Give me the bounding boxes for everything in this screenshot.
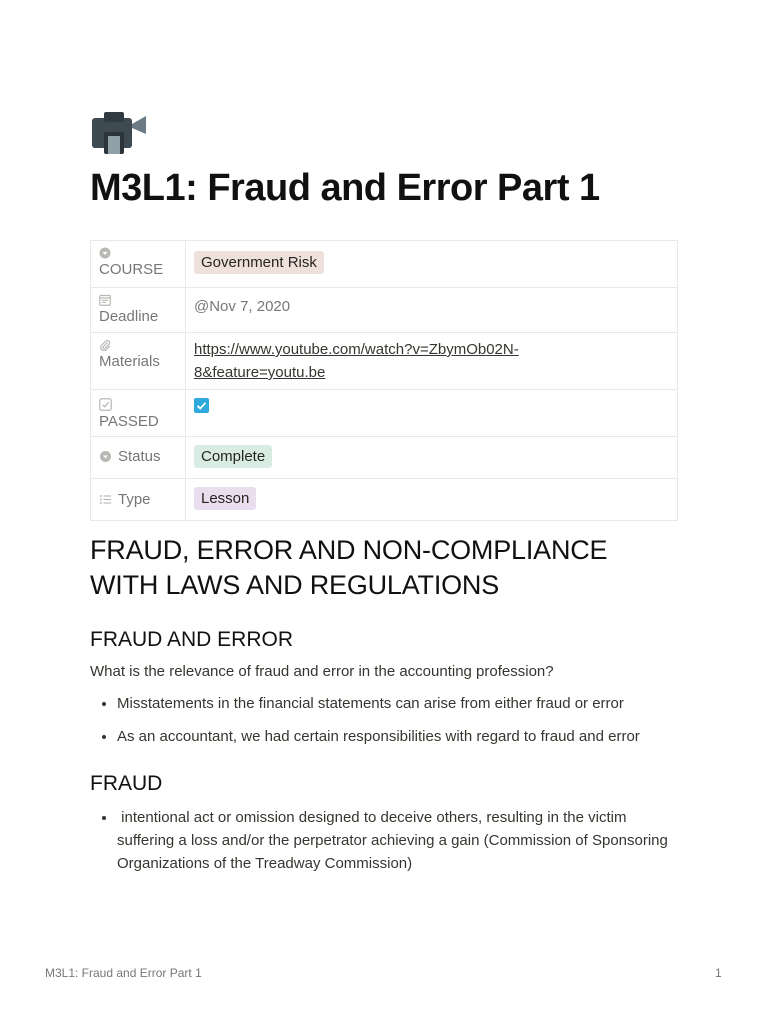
subheading-fraud-and-error: FRAUD AND ERROR bbox=[90, 628, 294, 651]
property-label: Type bbox=[118, 491, 151, 508]
section-heading: FRAUD, ERROR AND NON-COMPLIANCE WITH LAWS AND REGULATIONS bbox=[90, 535, 608, 600]
property-name-materials bbox=[91, 333, 186, 390]
footer-title: M3L1: Fraud and Error Part 1 bbox=[45, 966, 202, 980]
property-name-type bbox=[91, 479, 186, 521]
property-value-course[interactable] bbox=[186, 241, 678, 288]
paperclip-icon bbox=[99, 339, 111, 351]
bullet-list-fraud-and-error bbox=[90, 692, 690, 748]
property-name-status bbox=[91, 437, 186, 479]
subheading-fraud: FRAUD bbox=[90, 772, 163, 795]
footer-page-number: 1 bbox=[715, 966, 722, 980]
materials-link-line2: 8&feature=youtu.be bbox=[194, 364, 326, 381]
property-value-deadline[interactable] bbox=[186, 288, 678, 333]
property-name-course bbox=[91, 241, 186, 288]
status-tag[interactable]: Complete bbox=[194, 445, 272, 468]
circle-dropdown-icon bbox=[99, 247, 111, 259]
materials-link-line1: https://www.youtube.com/watch?v=ZbymOb02N- bbox=[194, 341, 519, 358]
property-label: COURSE bbox=[99, 261, 164, 278]
materials-link[interactable] bbox=[194, 341, 519, 381]
bullet-list-fraud bbox=[90, 806, 690, 875]
checkbox-icon bbox=[99, 398, 112, 411]
circle-dropdown-icon bbox=[99, 450, 112, 463]
property-name-passed bbox=[91, 390, 186, 437]
property-row-materials bbox=[91, 333, 678, 390]
property-label: PASSED bbox=[99, 413, 159, 430]
property-label: Materials bbox=[99, 353, 160, 370]
list-item: • Misstatements in the financial statements can arise from either fraud or error bbox=[117, 692, 690, 715]
property-label: Deadline bbox=[99, 308, 159, 325]
property-name-deadline bbox=[91, 288, 186, 333]
property-label: Status bbox=[118, 448, 161, 465]
course-tag[interactable]: Government Risk bbox=[194, 251, 324, 274]
list-icon bbox=[99, 493, 112, 506]
property-value-materials bbox=[186, 333, 678, 390]
property-row-status bbox=[91, 437, 678, 479]
properties-table bbox=[90, 240, 678, 521]
property-value-type[interactable] bbox=[186, 479, 678, 521]
list-item: • As an accountant, we had certain responsibilities with regard to fraud and error bbox=[117, 725, 662, 748]
video-camera-icon bbox=[90, 110, 146, 156]
deadline-date[interactable]: @Nov 7, 2020 bbox=[194, 298, 291, 315]
question-paragraph: What is the relevance of fraud and error in the accounting profession? bbox=[90, 663, 554, 680]
property-value-passed bbox=[186, 390, 678, 437]
page-title: M3L1: Fraud and Error Part 1 bbox=[90, 167, 600, 209]
property-row-course bbox=[91, 241, 678, 288]
passed-checkbox[interactable] bbox=[194, 398, 209, 413]
checkmark-icon bbox=[194, 398, 209, 413]
property-row-type bbox=[91, 479, 678, 521]
list-item: • intentional act or omission designed to deceive others, resulting in the victim suffering a loss and/or the perpetrator achieving a gain (Commission of Sponsoring Organizations of the Treadway Commission) bbox=[117, 806, 682, 875]
calendar-icon bbox=[99, 294, 111, 306]
property-value-status[interactable] bbox=[186, 437, 678, 479]
page-content bbox=[90, 533, 690, 875]
type-tag[interactable]: Lesson bbox=[194, 487, 256, 510]
property-row-deadline bbox=[91, 288, 678, 333]
property-row-passed bbox=[91, 390, 678, 437]
